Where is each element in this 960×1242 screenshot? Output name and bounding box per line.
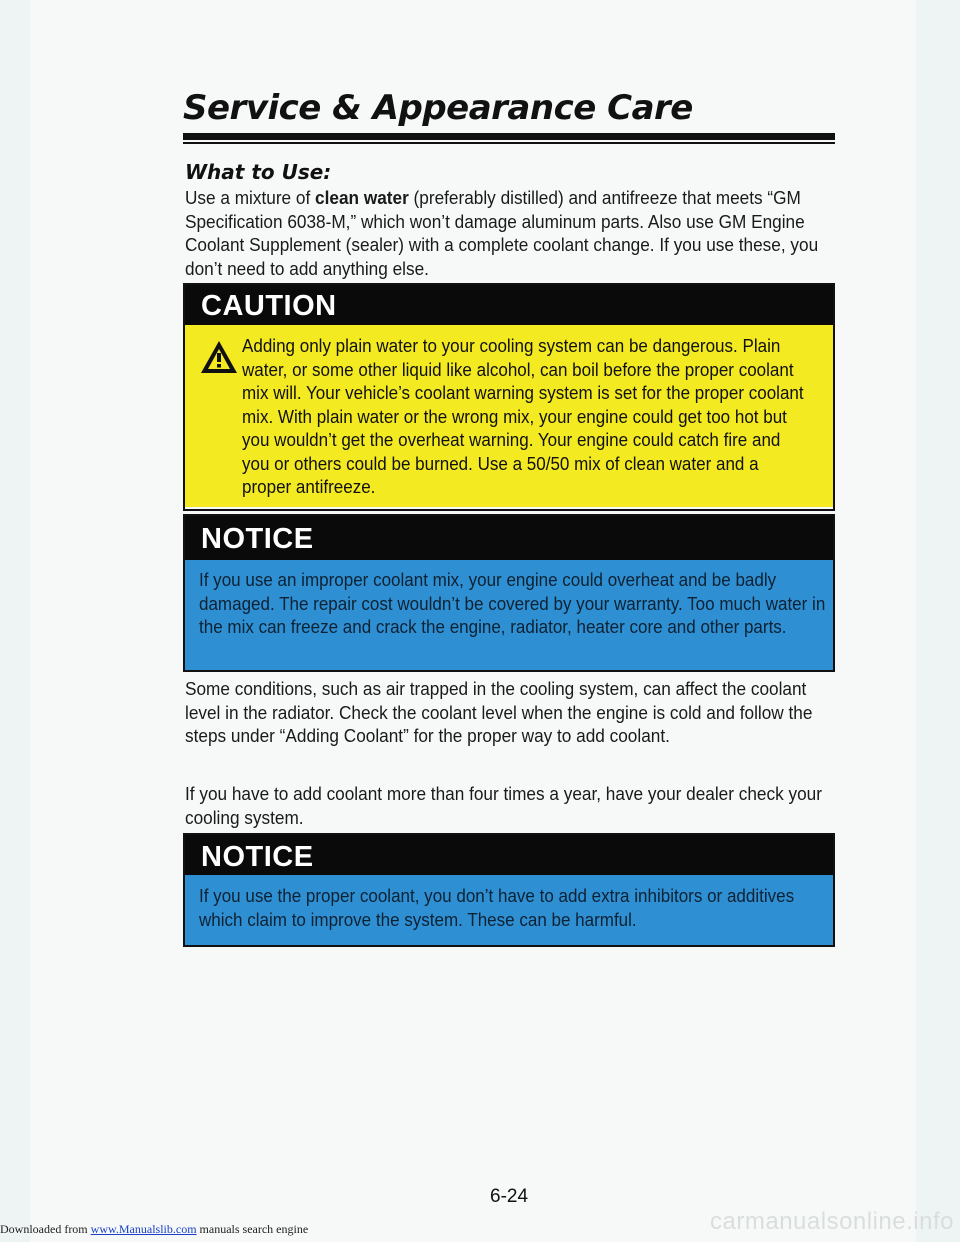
notice-box-additives — [183, 833, 835, 947]
paragraph-text-after: (preferably distilled) and antifreeze that meets “GM Specification 6038-M,” which won’t damage aluminum parts. Also use GM Engine Coolant Supplement (sealer) with a complete coolant change. If you use these, you don’t need to add anything else. — [185, 187, 819, 279]
footer-prefix: Downloaded from — [0, 1222, 91, 1236]
watermark-text: carmanualsonline.info — [710, 1208, 954, 1235]
header-rule — [183, 133, 835, 140]
caution-text: Adding only plain water to your cooling system can be dangerous. Plain water, or some other liquid like alcohol, can boil before the proper coolant mix will. Your vehicle’s coolant warning system is set for the proper coolant mix. With plain water or the wrong mix, your engine could get too hot but you wouldn’t get the overheat warning. Your engine could catch fire and you or others could be burned. Use a 50/50 mix of clean water and a proper antifreeze. — [242, 335, 804, 497]
notice-text: If you use the proper coolant, you don’t have to add extra inhibitors or additives which claim to improve the system. These can be harmful. — [199, 885, 795, 930]
notice-text: If you use an improper coolant mix, your engine could overheat and be badly damaged. The repair cost wouldn’t be covered by your warranty. Too much water in the mix can freeze and crack the engine, radiator, heater core and other parts. — [199, 569, 826, 637]
paragraph-dealer-check: If you have to add coolant more than four times a year, have your dealer check your cooling system. — [185, 783, 822, 828]
notice-heading: NOTICE — [185, 835, 833, 875]
notice-body — [185, 560, 833, 670]
paragraph-text-before: Use a mixture of — [185, 187, 316, 208]
notice-body — [185, 875, 833, 945]
notice-box-coolant-mix — [183, 514, 835, 672]
section-title: Service & Appearance Care — [183, 88, 693, 128]
paragraph-what-to-use — [185, 186, 827, 280]
paragraph-coolant-level: Some conditions, such as air trapped in the cooling system, can affect the coolant level in the radiator. Check the coolant level when the engine is cold and follow the steps under “Adding Coolant” for the proper way to add coolant. — [185, 678, 813, 746]
footer-suffix: manuals search engine — [196, 1222, 309, 1236]
header-rule-thin — [183, 142, 835, 144]
caution-body — [185, 325, 833, 507]
warning-triangle-icon — [199, 339, 239, 375]
caution-heading: CAUTION — [185, 285, 833, 325]
manualslib-link[interactable]: www.Manualslib.com — [90, 1222, 197, 1236]
download-footer — [0, 1222, 308, 1237]
caution-box — [183, 283, 835, 511]
paragraph-bold-text: clean water — [315, 187, 409, 208]
page-number: 6-24 — [490, 1186, 529, 1207]
notice-heading: NOTICE — [185, 516, 833, 560]
subheading: What to Use: — [185, 160, 332, 184]
